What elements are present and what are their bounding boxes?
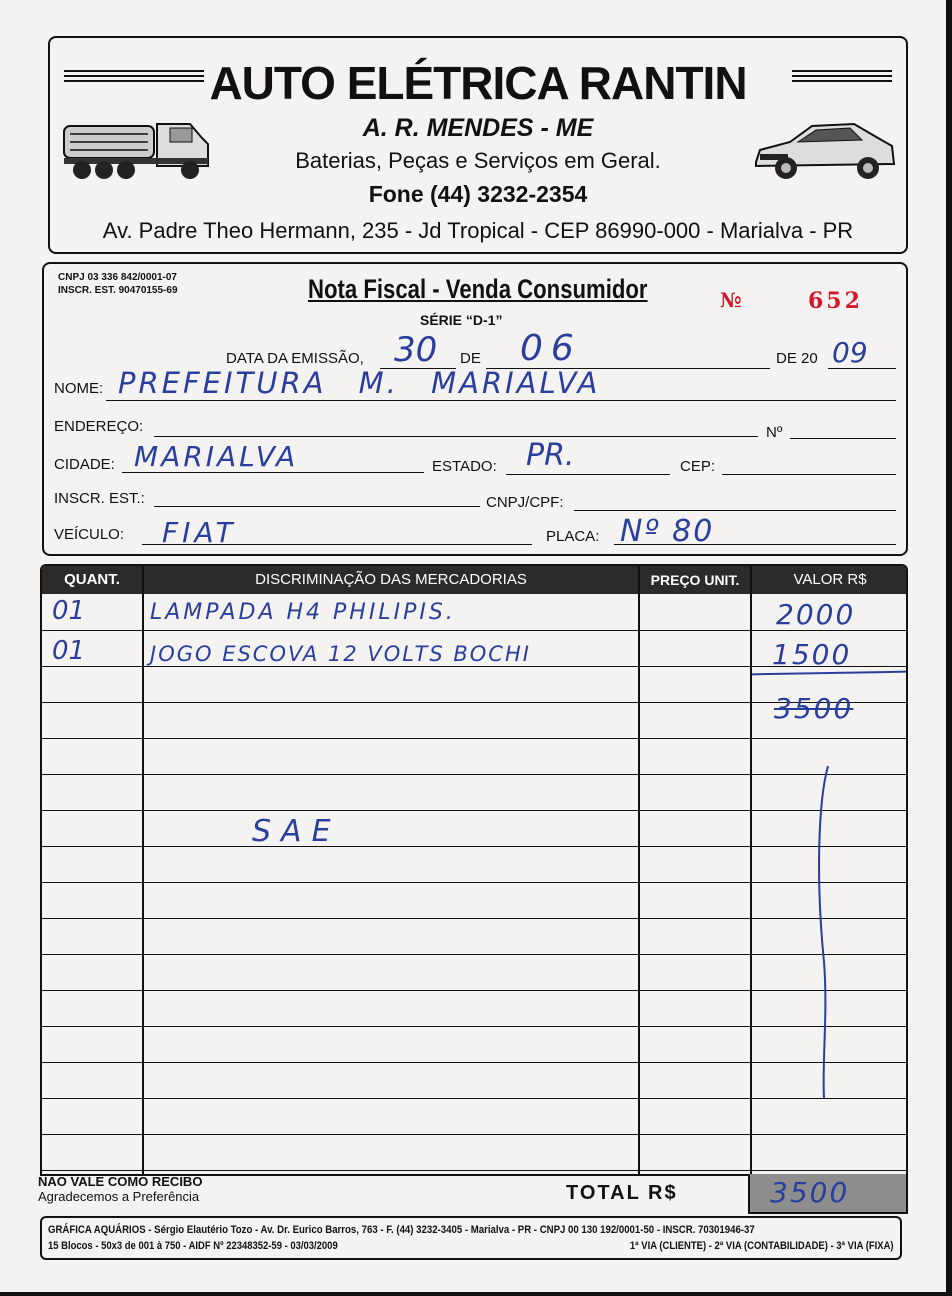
veiculo-value: FIAT [162,516,237,549]
cep-label: CEP: [680,458,716,475]
header-quant: QUANT. [64,571,120,588]
invoice-number: 652 [808,288,863,314]
cnpj-cpf-line [574,510,896,511]
invoice-number-label: № [720,288,742,312]
numero-line [790,438,896,439]
table-row [42,1026,906,1027]
nome-value: PREFEITURA M. MARIALVA [118,366,601,400]
invoice-serie: SÉRIE “D-1” [420,312,503,328]
total-label: TOTAL R$ [566,1182,678,1204]
table-row [42,738,906,739]
de-label-1: DE [460,350,481,367]
nao-vale-text: NÃO VALE COMO RECIBO [38,1174,203,1189]
cep-line [722,474,896,475]
address: Av. Padre Theo Hermann, 235 - Jd Tropical - CEP 86990-000 - Marialva - PR [102,218,854,243]
cidade-value: MARIALVA [134,440,299,473]
estado-line [506,474,670,475]
printer-line-1: GRÁFICA AQUÁRIOS - Sérgio Elautério Tozo - Av. Dr. Eurico Barros, 763 - F. (44) 3232-3405 - Marialva - PR - CNPJ 00 130 192/0001-50 - INSCR. 70301946-37 [48,1224,755,1236]
header-valor: VALOR R$ [793,571,867,588]
handwritten-bracket [802,762,842,1102]
nome-label: NOME: [54,380,104,397]
printer-line-2a: 15 Blocos - 50x3 de 001 à 750 - AIDF Nº 22348352-59 - 03/03/2009 [48,1240,338,1252]
table-row [42,1170,906,1171]
phone: Fone (44) 3232-2354 [368,181,588,207]
tagline: Baterias, Peças e Serviços em Geral. [295,148,661,173]
owner-name: A. R. MENDES - ME [362,114,594,142]
inscr-text: INSCR. EST. 90470155-69 [58,285,178,296]
endereco-line [154,436,758,437]
invoice-info-box [42,262,908,556]
table-row [42,846,906,847]
col-divider-3 [750,566,752,1174]
subtotal-value: 3500 [774,692,854,725]
item-2-value: 1500 [772,638,852,671]
numero-label: Nº [766,424,783,441]
total-label-box [674,1174,750,1216]
cnpj-cpf-label: CNPJ/CPF: [486,494,564,511]
car-illustration [750,116,898,188]
table-row [42,1098,906,1099]
placa-value: Nº 80 [620,514,715,549]
printer-info-box [40,1216,902,1260]
table-row [42,882,906,883]
handwritten-underline [752,671,908,676]
scan-bottom-edge [0,1292,952,1296]
table-row [42,1134,906,1135]
year-value: 09 [832,336,868,369]
de20-label: DE 20 [776,350,818,367]
note-sae: SAE [252,814,341,849]
scan-right-edge [946,0,952,1296]
table-row [42,1062,906,1063]
veiculo-label: VEÍCULO: [54,526,125,543]
total-value: 3500 [770,1176,850,1209]
table-row [42,774,906,775]
inscr-est-label: INSCR. EST.: [54,490,145,507]
header-discriminacao: DISCRIMINAÇÃO DAS MERCADORIAS [255,571,527,588]
placa-label: PLACA: [546,528,600,545]
invoice-title: Nota Fiscal - Venda Consumidor [308,274,648,304]
item-2-qty: 01 [52,636,86,666]
col-divider-1 [142,566,144,1174]
printer-line-2b: 1ª VIA (CLIENTE) - 2ª VIA (CONTABILIDADE) - 3ª VIA (FIXA) [630,1240,894,1252]
items-table [40,564,908,1176]
item-2-desc: JOGO ESCOVA 12 VOLTS BOCHI [150,642,531,666]
table-row [42,990,906,991]
truck-illustration [62,116,212,184]
header-preco: PREÇO UNIT. [650,572,740,588]
table-row [42,810,906,811]
endereco-label: ENDEREÇO: [54,418,144,435]
estado-label: ESTADO: [432,458,497,475]
inscr-est-line [154,506,480,507]
estado-value: PR. [526,438,575,473]
item-1-value: 2000 [776,598,856,631]
nome-line [106,400,896,401]
item-1-qty: 01 [52,596,86,626]
item-1-desc: LAMPADA H4 PHILIPIS. [150,600,456,625]
date-label: DATA DA EMISSÃO, [226,350,364,367]
agradecemos-text: Agradecemos a Preferência [38,1189,200,1204]
cnpj-text: CNPJ 03 336 842/0001-07 [58,272,177,283]
day-value: 30 [394,330,438,370]
table-row [42,918,906,919]
col-divider-2 [638,566,640,1174]
table-row [42,954,906,955]
company-name: AUTO ELÉTRICA RANTIN [209,57,747,109]
month-value: 06 [520,328,582,369]
company-header-box [48,36,908,254]
cidade-label: CIDADE: [54,456,115,473]
